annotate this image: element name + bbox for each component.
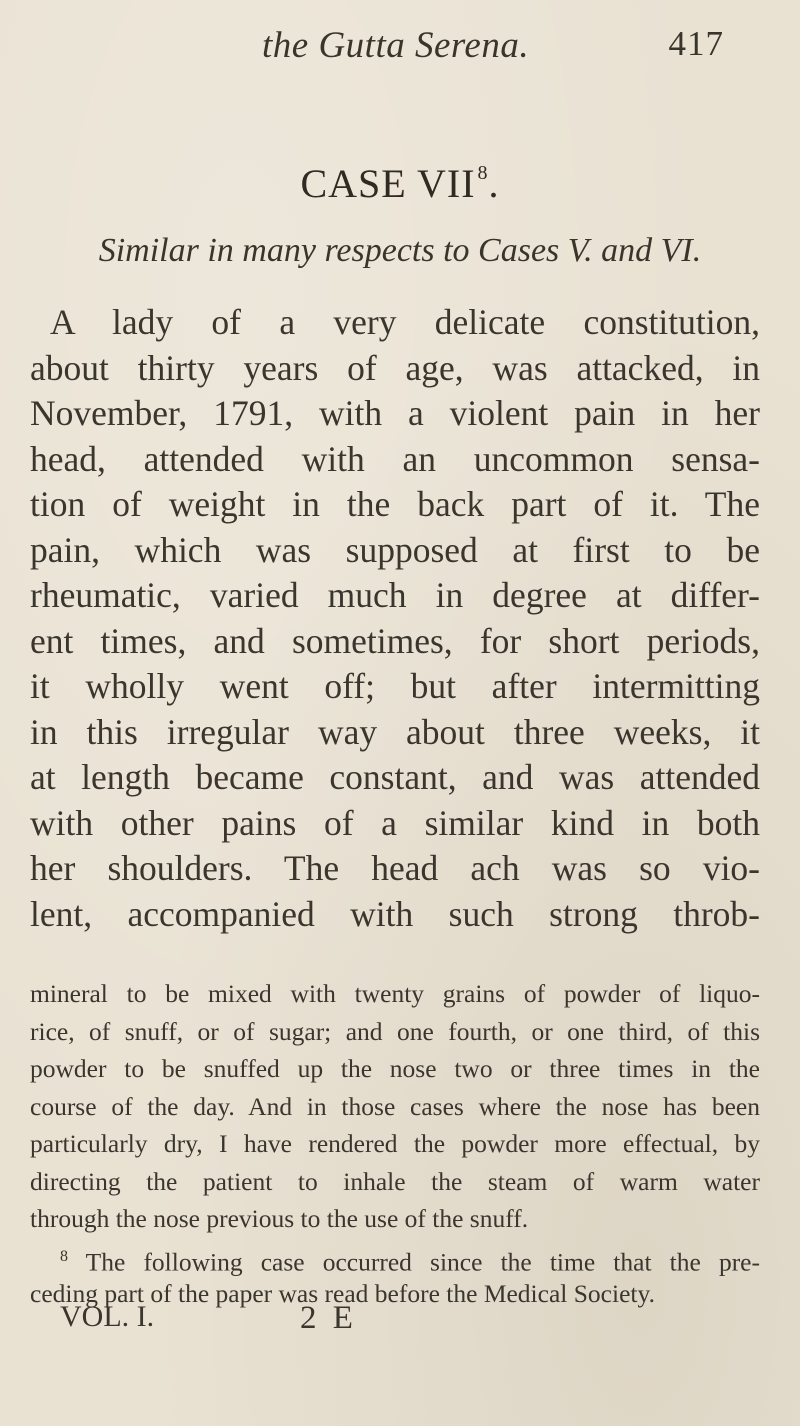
body-line: it wholly went off; but after intermitting xyxy=(30,666,760,706)
body-line: ent times, and sometimes, for short periods, xyxy=(30,620,760,661)
running-head xyxy=(262,24,762,68)
footnote-line: particularly dry, I have rendered the powder more effectual, by xyxy=(30,1129,760,1158)
case-heading-note-mark: 8 xyxy=(477,162,489,184)
case-heading-period: . xyxy=(488,161,500,206)
footnote-line: through the nose previous to the use of the snuff. xyxy=(30,1204,529,1233)
body-line: about thirty years of age, was attacked, in xyxy=(30,347,760,388)
body-line: lent, accompanied with such strong throb- xyxy=(30,893,760,934)
page-number: 417 xyxy=(668,24,724,63)
body-line: at length became constant, and was attended xyxy=(30,757,760,797)
footnote-note-text: The following case occurred since the time that the pre- xyxy=(85,1247,760,1276)
body-line: November, 1791, with a violent pain in her xyxy=(30,393,760,433)
volume-label: VOL. I. xyxy=(60,1300,155,1333)
footnote-note-mark: 8 xyxy=(60,1247,68,1265)
body-line: head, attended with an uncommon sensa- xyxy=(30,438,760,479)
signature-mark: 2 E xyxy=(300,1300,357,1336)
footnote-line: directing the patient to inhale the steam of warm water xyxy=(30,1166,760,1196)
footnote-block xyxy=(30,975,760,1313)
body-line: pain, which was supposed at first to be xyxy=(30,529,760,570)
signature-line xyxy=(60,1300,460,1334)
body-line: A lady of a very delicate constitution, xyxy=(50,302,760,342)
body-line: her shoulders. The head ach was so vio- xyxy=(30,848,760,888)
footnote-note-line xyxy=(30,1238,760,1276)
case-subtitle: Similar in many respects to Cases V. and VI. xyxy=(98,232,702,269)
footnote-note-line: ceding part of the paper was read before the Medical Society. xyxy=(30,1279,655,1308)
case-heading-label: CASE VII xyxy=(300,161,476,206)
footnote-line: rice, of snuff, or of sugar; and one fourth, or one third, of this xyxy=(30,1016,760,1046)
case-heading xyxy=(0,160,800,207)
body-text xyxy=(30,300,760,937)
footnote-line: mineral to be mixed with twenty grains of powder of liquo- xyxy=(30,979,760,1008)
body-line: rheumatic, varied much in degree at differ- xyxy=(30,575,760,615)
body-line: tion of weight in the back part of it. The xyxy=(30,484,760,524)
running-head-title: the Gutta Serena. xyxy=(262,25,530,66)
footnote-line: powder to be snuffed up the nose two or three times in the xyxy=(30,1054,760,1083)
footnote-line: course of the day. And in those cases where the nose has been xyxy=(30,1091,760,1121)
body-line: with other pains of a similar kind in both xyxy=(30,802,760,843)
body-line: in this irregular way about three weeks, it xyxy=(30,711,760,752)
